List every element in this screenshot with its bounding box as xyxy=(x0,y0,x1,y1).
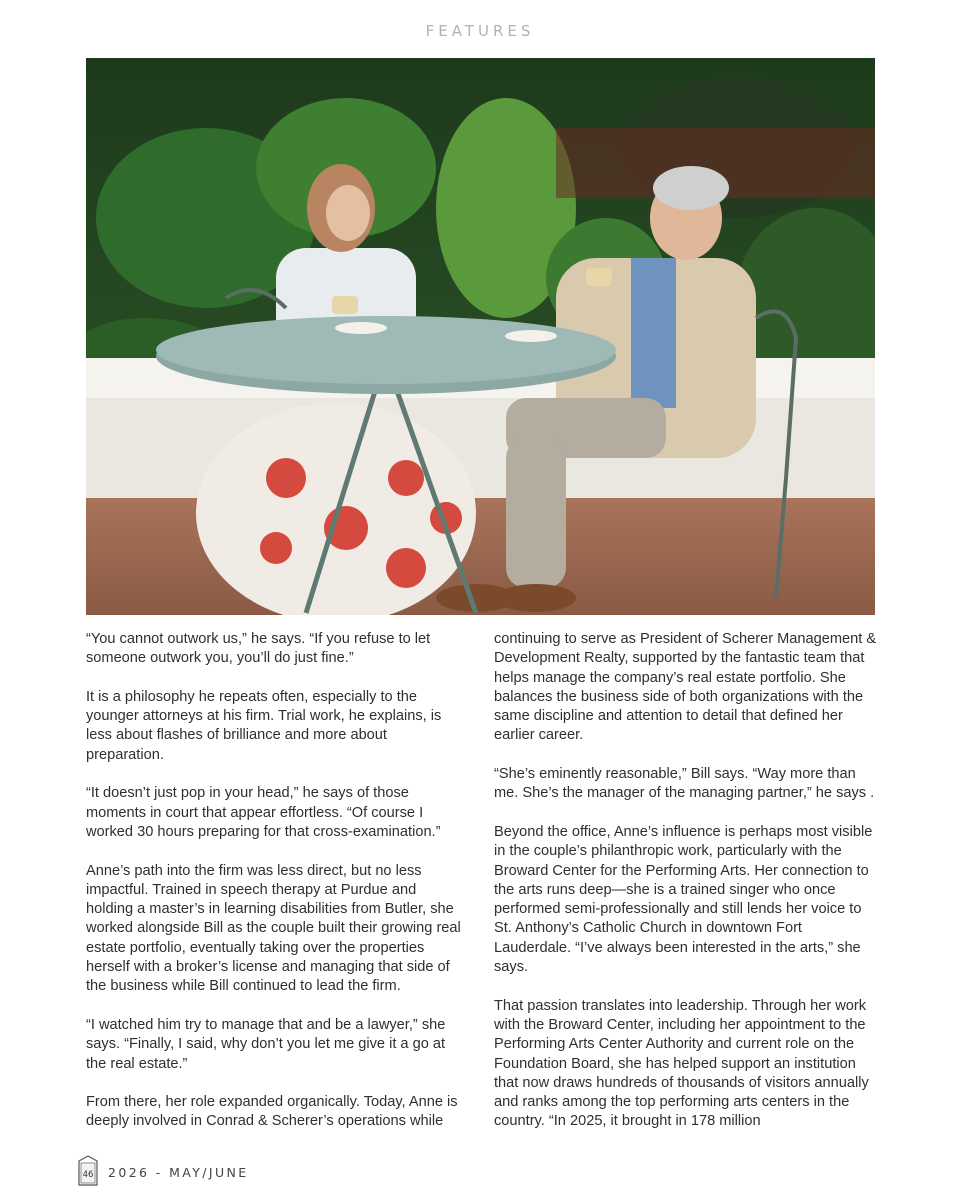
paragraph: “I watched him try to manage that and be a lawyer,” she says. “Finally, I said, why don’t you let me give it a go at the real estate.” xyxy=(86,1016,446,1072)
paragraph: It is a philosophy he repeats often, especially to the younger attorneys at his firm. Trial work, he explains, is less about flashes of brilliance and more about preparation. xyxy=(86,688,442,763)
feature-photo xyxy=(86,58,875,615)
text-column-left xyxy=(86,630,464,1151)
issue-date: 2026 - MAY/JUNE xyxy=(108,1164,249,1180)
paragraph: From there, her role expanded organically. Today, Anne is deeply involved in Conrad & Scherer’s operations while xyxy=(86,1094,458,1130)
paragraph: continuing to serve as President of Scherer Management & Development Realty, supported by the fantastic team that helps manage the company’s real estate portfolio. She balances the business side of both organizations with the same discipline and attention to detail that defined her earlier career. xyxy=(494,631,877,744)
page-number: 46 xyxy=(82,1170,94,1180)
paragraph: That passion translates into leadership. Through her work with the Broward Center, including her appointment to the Performing Arts Center Authority and current role on the Foundation Board, she has helped support an institution that now draws hundreds of thousands of visitors annually and ranks among the top performing arts centers in the country. “In 2025, it brought in 178 million xyxy=(494,997,869,1130)
paragraph: Beyond the office, Anne’s influence is perhaps most visible in the couple’s philanthropic work, particularly with the Broward Center for the Performing Arts. Her connection to the arts runs deep—she is a trained singer who once performed semi-professionally and still lends her voice to St. Anthony’s Catholic Church in downtown Fort Lauderdale. “I’ve always been interested in the arts,” she says. xyxy=(494,823,873,976)
paragraph: Anne’s path into the firm was less direct, but no less impactful. Trained in speech therapy at Purdue and holding a master’s in learning disabilities from Butler, she worked alongside Bill as the couple built their growing real estate portfolio, eventually taking over the properties herself with a broker’s license and managing that side of the business while Bill continued to lead the firm. xyxy=(86,862,461,995)
page-footer xyxy=(76,1154,249,1190)
paragraph: “It doesn’t just pop in your head,” he says of those moments in court that appear effortless. “Of course I worked 30 hours preparing for that cross-examination.” xyxy=(86,785,441,840)
paragraph: “She’s eminently reasonable,” Bill says. “Way more than me. She’s the manager of the managing partner,” he says . xyxy=(494,766,875,802)
crest-badge-icon xyxy=(76,1155,100,1189)
section-label: FEATURES xyxy=(425,22,535,40)
paragraph: “You cannot outwork us,” he says. “If you refuse to let someone outwork you, you’ll do just fine.” xyxy=(86,631,431,667)
text-column-right xyxy=(494,630,877,1151)
